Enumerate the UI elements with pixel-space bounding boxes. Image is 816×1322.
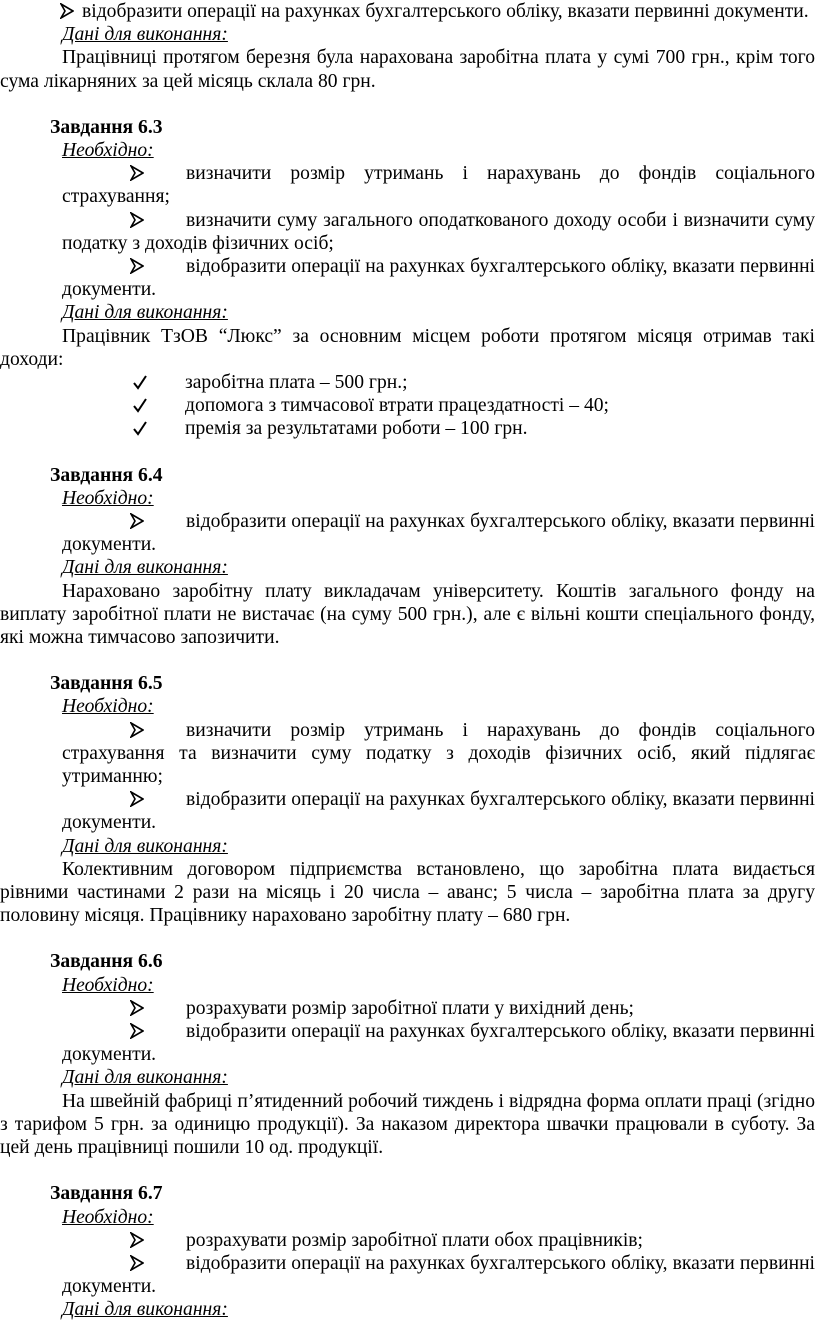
task-title: Завдання 6.4 (50, 464, 163, 486)
task-bullet-item (0, 719, 815, 789)
check-item-text: заробітна плата – 500 грн.; (185, 372, 408, 394)
arrow-bullet-icon (130, 209, 150, 232)
tasks-container (0, 93, 815, 1322)
data-paragraph: Нараховано заробітну плату викладачам університету. Коштів загального фонду на виплату заробітної плати не вистачає (на суму 500 грн.), але є вільні кошти спеціального фонду, які можна тимчасово запозичити. (0, 580, 815, 649)
arrow-bullet-icon (130, 162, 150, 185)
task-bullet-text: відобразити операції на рахунках бухгалтерського обліку, вказати первинні документи. (62, 1021, 815, 1066)
spacer (0, 1159, 815, 1182)
task-bullet-item (0, 788, 815, 834)
task-bullet-text: розрахувати розмір заробітної плати у вихідний день; (186, 997, 634, 1019)
check-item (0, 371, 815, 394)
task-bullet-text: відобразити операції на рахунках бухгалтерського обліку, вказати первинні документи. (62, 789, 815, 834)
task-bullet-item (0, 1252, 815, 1298)
arrow-bullet-icon (130, 255, 150, 278)
task-bullet-item (0, 255, 815, 301)
data-paragraph: Працівниці протягом березня була нарахована заробітна плата у сумі 700 грн., крім того сума лікарняних за цей місяць склала 80 грн. (0, 47, 815, 92)
task-bullet-text: визначити суму загального оподаткованого доходу особи і визначити суму податку з доходів фізичних осіб; (62, 209, 815, 254)
check-item (0, 417, 815, 440)
data-paragraph: Колективним договором підприємства встановлено, що заробітна плата видається рівними частинами 2 рази на місяць і 20 числа – аванс; 5 числа – заробітна плата за другу половину місяця. Працівнику нараховано заробітну плату – 680 грн. (0, 858, 815, 927)
need-label: Необхідно: (62, 696, 154, 718)
task-bullet-item (0, 1229, 815, 1252)
arrow-bullet-icon (130, 719, 150, 742)
check-item-text: допомога з тимчасової втрати працездатності – 40; (185, 395, 610, 417)
task-bullet-item (0, 209, 815, 255)
task-bullet-item (0, 510, 815, 556)
check-item (0, 394, 815, 417)
data-paragraph: На швейній фабриці п’ятиденний робочий тиждень і відрядна форма оплати праці (згідно з тарифом 5 грн. за одиницю продукції). За наказом директора швачки працювали в суботу. За цей день працівниці пошили 10 од. продукції. (0, 1090, 815, 1159)
data-label: Дані для виконання: (62, 1067, 228, 1089)
data-label: Дані для виконання: (62, 302, 228, 324)
data-label: Дані для виконання: (62, 24, 228, 46)
data-label: Дані для виконання: (62, 835, 228, 857)
task-title: Завдання 6.5 (50, 673, 163, 695)
task-bullet-item (0, 162, 815, 208)
arrow-bullet-icon (130, 1229, 150, 1252)
task-bullet-item (0, 1020, 815, 1066)
arrow-bullet-icon (130, 1252, 150, 1275)
task-title: Завдання 6.3 (50, 116, 163, 138)
arrow-bullet-icon (130, 997, 150, 1020)
lead-bullet-item (0, 0, 815, 23)
checkmark-icon (132, 394, 148, 417)
task-bullet-text: відобразити операції на рахунках бухгалтерського обліку, вказати первинні документи. (62, 1252, 815, 1298)
data-paragraph: Працівник ТзОВ “Люкс” за основним місцем роботи протягом місяця отримав такі доходи: (0, 325, 815, 370)
need-label: Необхідно: (62, 1206, 154, 1228)
task-bullet-text: відобразити операції на рахунках бухгалтерського обліку, вказати первинні документи. (62, 511, 815, 556)
checkmark-icon (132, 371, 148, 394)
need-label: Необхідно: (62, 140, 154, 162)
task-bullet-text: визначити розмір утримань і нарахувань до фондів соціального страхування; (62, 163, 815, 208)
spacer (0, 93, 815, 116)
arrow-bullet-icon (130, 510, 150, 533)
task-title: Завдання 6.7 (50, 1183, 163, 1205)
spacer (0, 927, 815, 950)
task-title: Завдання 6.6 (50, 951, 163, 973)
arrow-bullet-icon (60, 0, 80, 23)
need-label: Необхідно: (62, 487, 154, 509)
task-bullet-item (0, 997, 815, 1020)
task-bullet-text: визначити розмір утримань і нарахувань до фондів соціального страхування та визначити суму податку з доходів фізичних осіб, який підлягає утриманню; (62, 719, 815, 788)
checkmark-icon (132, 417, 148, 440)
arrow-bullet-icon (130, 1020, 150, 1043)
lead-bullet-text: відобразити операції на рахунках бухгалтерського обліку, вказати первинні документи. (82, 1, 809, 22)
arrow-bullet-icon (130, 788, 150, 811)
data-label: Дані для виконання: (62, 557, 228, 579)
spacer (0, 441, 815, 464)
task-bullet-text: розрахувати розмір заробітної плати обох працівників; (186, 1229, 643, 1251)
check-item-text: премія за результатами роботи – 100 грн. (185, 418, 528, 440)
data-label: Дані для виконання: (62, 1299, 228, 1321)
spacer (0, 649, 815, 672)
need-label: Необхідно: (62, 974, 154, 996)
task-bullet-text: відобразити операції на рахунках бухгалтерського обліку, вказати первинні документи. (62, 256, 815, 301)
